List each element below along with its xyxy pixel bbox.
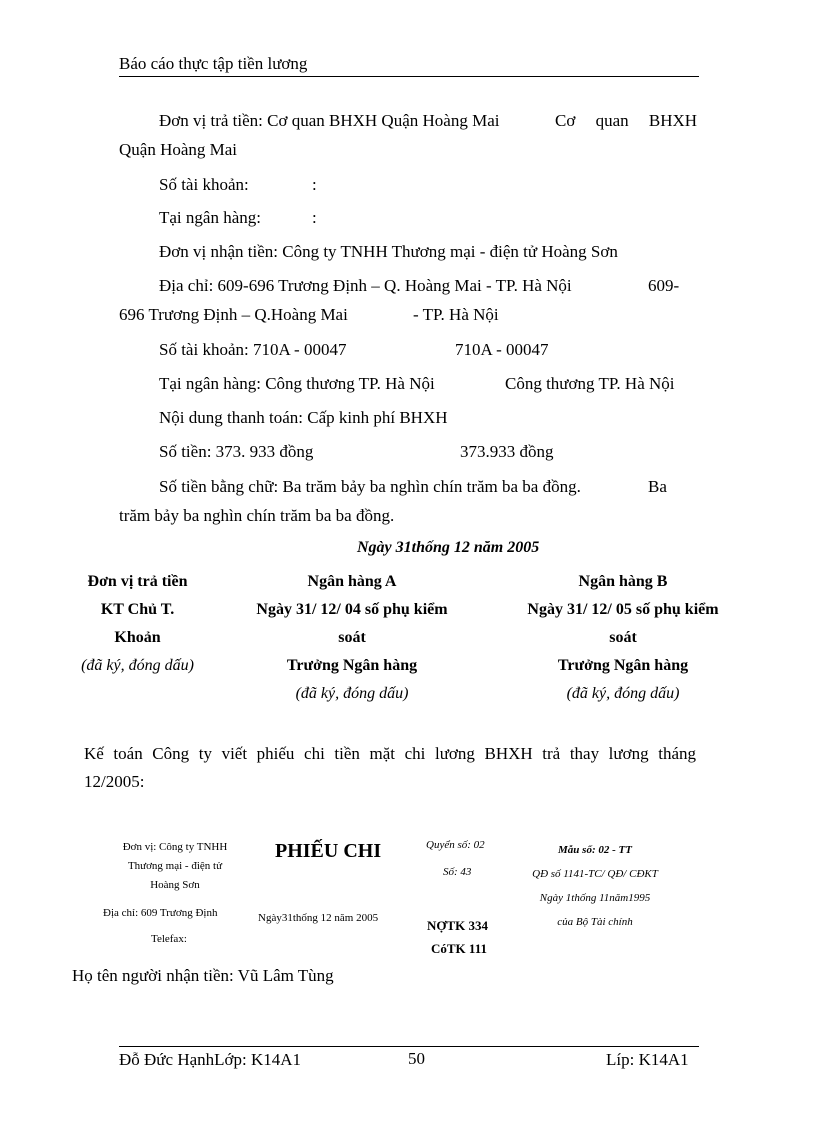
signature-bank-b-note: (đã ký, đóng dấu) bbox=[566, 685, 680, 702]
accounting-paragraph-line1: Kế toán Công ty viết phiếu chi tiền mặt chi lương BHXH trả thay lương tháng bbox=[84, 744, 696, 763]
voucher-decision: QĐ số 1141-TC/ QĐ/ CĐKT bbox=[532, 868, 658, 880]
voucher-form: Mẫu số: 02 - TT bbox=[558, 844, 632, 856]
payee-address-cont2: - TP. Hà Nội bbox=[413, 305, 499, 324]
page-number: 50 bbox=[408, 1049, 425, 1068]
payee-account-dup: 710A - 00047 bbox=[455, 340, 549, 359]
signature-payer-line3: Khoản bbox=[114, 629, 161, 646]
date-line: Ngày 31thống 12 năm 2005 bbox=[357, 539, 540, 556]
payee-address-cont: 696 Trương Định – Q.Hoàng Mai bbox=[119, 305, 348, 324]
voucher-date: Ngày31thống 12 năm 2005 bbox=[258, 912, 379, 924]
payee-bank-dup: Công thương TP. Hà Nội bbox=[505, 374, 675, 393]
payee-account: Số tài khoản: 710A - 00047 bbox=[159, 340, 347, 359]
header-rule bbox=[119, 76, 699, 77]
amount-words-cont: trăm bảy ba nghìn chín trăm ba ba đồng. bbox=[119, 506, 395, 525]
payee-address: Địa chỉ: 609-696 Trương Định – Q. Hoàng Mai - TP. Hà Nội bbox=[159, 276, 572, 295]
signature-payer-title: Đơn vị trả tiền bbox=[87, 573, 188, 590]
signature-bank-b-title: Ngân hàng B bbox=[578, 573, 668, 590]
voucher-number: Số: 43 bbox=[443, 866, 472, 878]
amount-words: Số tiền bằng chữ: Ba trăm bảy ba nghìn chín trăm ba ba đồng. bbox=[159, 477, 581, 496]
signature-payer-note: (đã ký, đóng dấu) bbox=[81, 657, 194, 674]
voucher-form-info bbox=[500, 838, 690, 934]
amount-words-dup: Ba bbox=[648, 477, 667, 496]
payee-address-dup: 609- bbox=[648, 276, 680, 295]
payee-bank: Tại ngân hàng: Công thương TP. Hà Nội bbox=[159, 374, 435, 393]
signature-payer-line2: KT Chủ T. bbox=[100, 601, 175, 618]
voucher-ministry: của Bộ Tài chính bbox=[557, 916, 633, 928]
payment-content: Nội dung thanh toán: Cấp kinh phí BHXH bbox=[159, 408, 448, 427]
signature-bank-b bbox=[493, 568, 753, 708]
footer-rule bbox=[119, 1046, 699, 1047]
payer-bank-colon: : bbox=[312, 208, 317, 227]
accounting-paragraph-line2: 12/2005: bbox=[84, 772, 145, 791]
footer-class: Líp: K14A1 bbox=[606, 1050, 689, 1069]
amount-dup: 373.933 đồng bbox=[460, 442, 554, 461]
voucher-title: PHIẾU CHI bbox=[275, 840, 382, 862]
payee-unit: Đơn vị nhận tiền: Công ty TNHH Thương mại - điện tử Hoàng Sơn bbox=[159, 242, 618, 261]
recipient-name: Họ tên người nhận tiền: Vũ Lâm Tùng bbox=[72, 966, 334, 985]
payer-account-label: Số tài khoản: bbox=[159, 175, 249, 194]
signature-bank-b-line3: soát bbox=[609, 629, 637, 646]
signature-bank-a-note: (đã ký, đóng dấu) bbox=[295, 685, 409, 702]
payer-unit-cont: Quận Hoàng Mai bbox=[119, 140, 238, 159]
header-title: Báo cáo thực tập tiền lương bbox=[119, 54, 308, 73]
voucher-unit-line3: Hoàng Sơn bbox=[150, 879, 200, 891]
signature-bank-b-line2: Ngày 31/ 12/ 05 số phụ kiểm bbox=[527, 601, 719, 618]
payer-bank-label: Tại ngân hàng: bbox=[159, 208, 261, 227]
voucher-telefax: Telefax: bbox=[151, 933, 187, 945]
voucher-unit bbox=[95, 838, 255, 895]
signature-bank-a-title: Ngân hàng A bbox=[307, 573, 397, 590]
payer-unit: Đơn vị trả tiền: Cơ quan BHXH Quận Hoàng Mai bbox=[159, 111, 500, 130]
signature-payer bbox=[55, 568, 220, 680]
voucher-credit: CóTK 111 bbox=[431, 941, 487, 956]
voucher-decision-date: Ngày 1thống 11năm1995 bbox=[539, 892, 651, 904]
payer-unit-dup: Cơ quan BHXH bbox=[555, 111, 698, 130]
signature-bank-a-line4: Trưởng Ngân hàng bbox=[286, 657, 418, 674]
footer-author: Đỗ Đức HạnhLớp: K14A1 bbox=[119, 1050, 302, 1069]
voucher-unit-line1: Đơn vị: Công ty TNHH bbox=[122, 841, 228, 853]
amount: Số tiền: 373. 933 đồng bbox=[159, 442, 314, 461]
signature-bank-a-line3: soát bbox=[338, 629, 366, 646]
signature-bank-b-line4: Trưởng Ngân hàng bbox=[557, 657, 689, 674]
voucher-book: Quyển số: 02 bbox=[426, 839, 485, 851]
voucher-unit-line2: Thương mại - điện tử bbox=[127, 860, 223, 872]
voucher-address: Địa chỉ: 609 Trương Định bbox=[103, 907, 218, 919]
signature-bank-a bbox=[222, 568, 482, 708]
voucher-debit: NỢTK 334 bbox=[427, 918, 489, 933]
signature-bank-a-line2: Ngày 31/ 12/ 04 số phụ kiểm bbox=[256, 601, 448, 618]
payer-account-colon: : bbox=[312, 175, 317, 194]
